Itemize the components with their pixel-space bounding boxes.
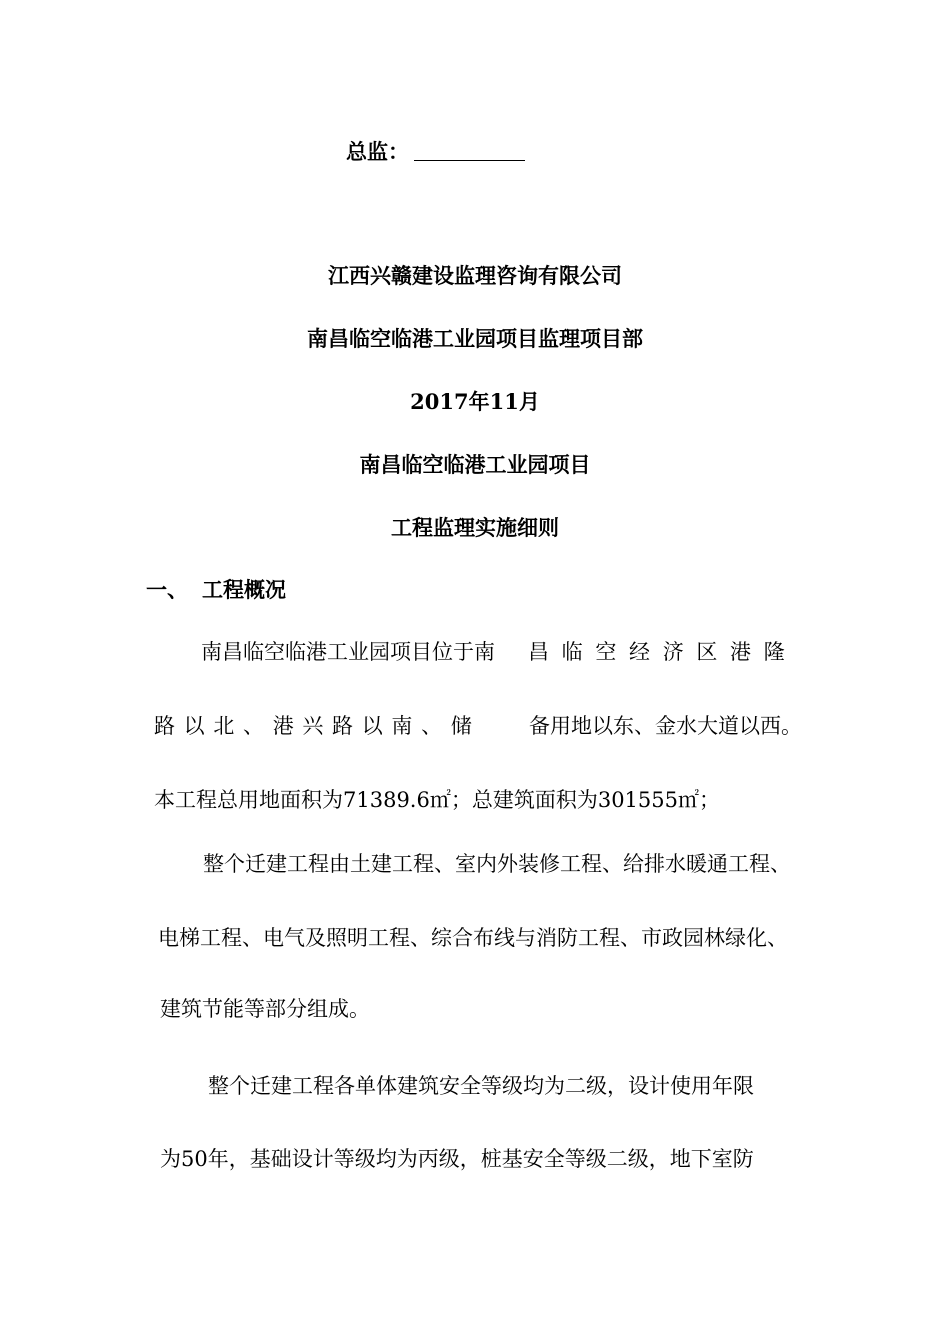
paragraph-2-line-3: 建筑节能等部分组成。 [160, 997, 370, 1021]
paragraph-2-line-1: 整个迁建工程由土建工程、室内外装修工程、给排水暖通工程、 [203, 852, 791, 876]
paragraph-1-line-1b: 昌 临 空 经 济 区 港 隆 [528, 640, 785, 664]
section-heading: 工程概况 [202, 577, 286, 602]
document-date: 2017年11月 [410, 389, 540, 414]
paragraph-1-line-1a: 南昌临空临港工业园项目位于南 [201, 640, 495, 664]
paragraph-2-line-2: 电梯工程、电气及照明工程、综合布线与消防工程、市政园林绿化、 [158, 926, 788, 950]
department-name: 南昌临空临港工业园项目监理项目部 [307, 326, 643, 351]
paragraph-3-line-1: 整个迁建工程各单体建筑安全等级均为二级，设计使用年限 [208, 1074, 754, 1098]
project-name: 南昌临空临港工业园项目 [359, 452, 591, 477]
paragraph-1-line-2a: 路 以 北 、 港 兴 路 以 南 、 储 [154, 714, 472, 738]
paragraph-3-line-2: 为50年，基础设计等级均为丙级，桩基安全等级二级，地下室防 [160, 1147, 754, 1171]
section-number: 一、 [146, 577, 188, 602]
paragraph-1-line-3: 本工程总用地面积为71389.6㎡；总建筑面积为301555㎡； [154, 788, 721, 812]
signature-blank-line[interactable] [414, 160, 525, 161]
paragraph-1-line-2b: 备用地以东、金水大道以西。 [529, 714, 802, 738]
chief-supervisor-label: 总监： [346, 139, 409, 164]
company-name: 江西兴赣建设监理咨询有限公司 [328, 263, 622, 288]
document-title: 工程监理实施细则 [391, 515, 559, 540]
